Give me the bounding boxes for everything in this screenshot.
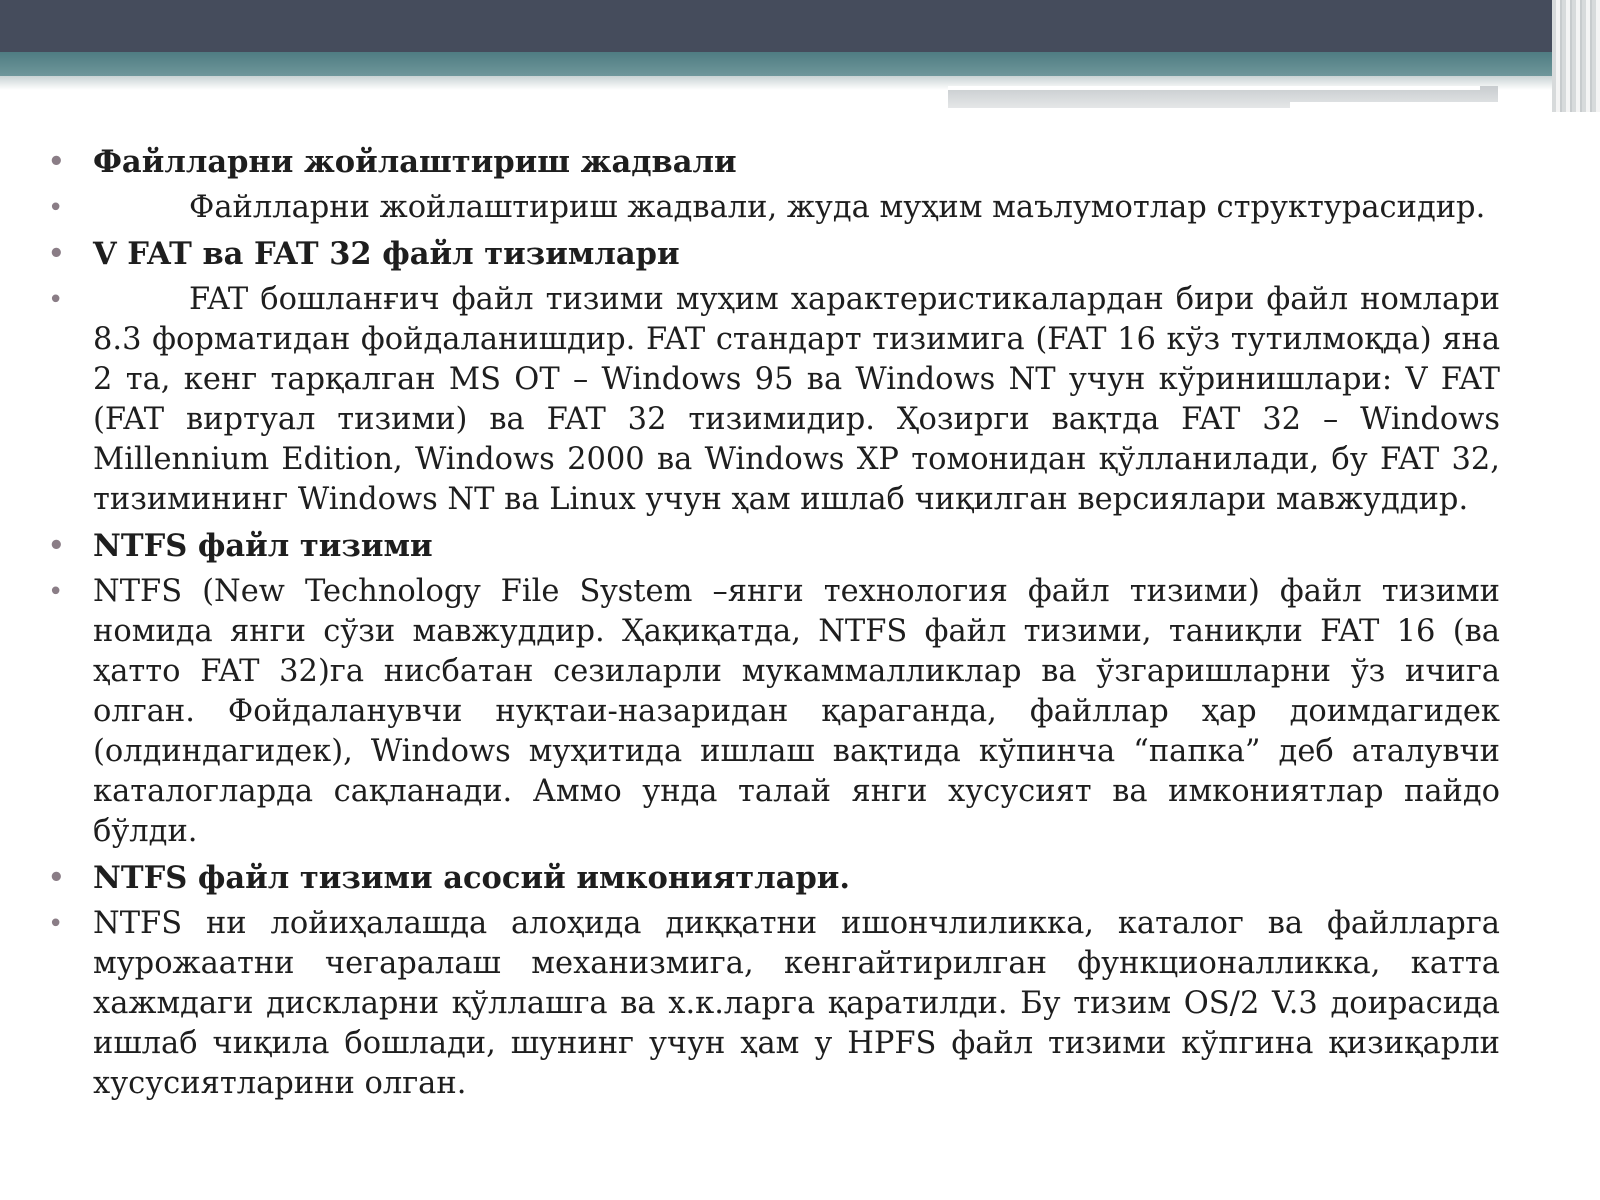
paragraph-text: NTFS (New Technology File System –янги технология файл тизими) файл тизими номида янги сўзи мавжуддир. Ҳақиқатда, NTFS файл тизими, таниқли FAT 16 (ва ҳатто FAT 32)га нисбатан сезиларли мукаммалликлар ва ўзгаришларни ўз ичига олган. Фойдаланувчи нуқтаи-назаридан қараганда, файллар ҳар доимдагидек (олдиндагидек), Windows муҳитида ишлаш вақтида кўпинча “папка” деб аталувчи каталогларда сақланади. Аммо унда талай янги хусусият ва имкониятлар пайдо бўлди.	[93, 574, 1500, 849]
paragraph-text: FAT бошланғич файл тизими муҳим характеристикалардан бири файл номлари 8.3 форматидан фойдаланишдир. FAT стандарт тизимига (FAT 16 кўз тутилмоқда) яна 2 та, кенг тарқалган MS ОТ – Windows 95 ва Windows NT учун кўринишлари: V FAT (FAT виртуал тизими) ва FAT 32 тизимидир. Ҳозирги вақтда FAT 32 – Windows Millennium Edition, Windows 2000 ва Windows XP томонидан қўлланилади, бу FAT 32, тизимининг Windows NT ва Linux учун ҳам ишлаб чиқилган версиялари мавжуддир.	[93, 282, 1500, 517]
bullet-icon: •	[48, 147, 65, 177]
heading-file-allocation-table	[48, 142, 1500, 182]
decorative-bar-highlight	[1290, 102, 1500, 108]
bullet-icon: •	[48, 239, 65, 269]
decorative-line	[948, 86, 1480, 90]
heading-ntfs	[48, 526, 1500, 566]
slide-body	[48, 142, 1500, 1110]
decorative-stripes	[1552, 0, 1600, 112]
paragraph-vfat-fat32	[48, 280, 1500, 520]
paragraph-ntfs-features	[48, 904, 1500, 1104]
paragraph-ntfs	[48, 572, 1500, 852]
slide-header-bar	[0, 0, 1600, 52]
paragraph-text: NTFS ни лойиҳалашда алоҳида диққатни ишончлиликка, каталог ва файлларга мурожаатни чегаралаш механизмига, кенгайтирилган функционалликка, катта хажмдаги дискларни қўллашга ва х.к.ларга қаратилди. Бу тизим OS/2 V.3 доирасида ишлаб чиқила бошлади, шунинг учун ҳам у HPFS файл тизими кўпгина қизиқарли хусусиятларини олган.	[93, 906, 1500, 1101]
paragraph-text: Файлларни жойлаштириш жадвали, жуда муҳим маълумотлар структурасидир.	[189, 190, 1486, 225]
bullet-icon: •	[48, 909, 64, 939]
slide-header-accent	[0, 52, 1600, 76]
heading-text: NTFS файл тизими асосий имкониятлари.	[93, 860, 851, 896]
bullet-icon: •	[48, 193, 64, 223]
paragraph-file-allocation-table	[48, 188, 1500, 228]
heading-text: Файлларни жойлаштириш жадвали	[93, 144, 737, 180]
heading-ntfs-features	[48, 858, 1500, 898]
bullet-icon: •	[48, 577, 64, 607]
heading-text: V FAT ва FAT 32 файл тизимлари	[93, 236, 680, 272]
bullet-icon: •	[48, 285, 64, 315]
bullet-icon: •	[48, 863, 65, 893]
bullet-icon: •	[48, 531, 65, 561]
heading-text: NTFS файл тизими	[93, 528, 433, 564]
heading-vfat-fat32	[48, 234, 1500, 274]
